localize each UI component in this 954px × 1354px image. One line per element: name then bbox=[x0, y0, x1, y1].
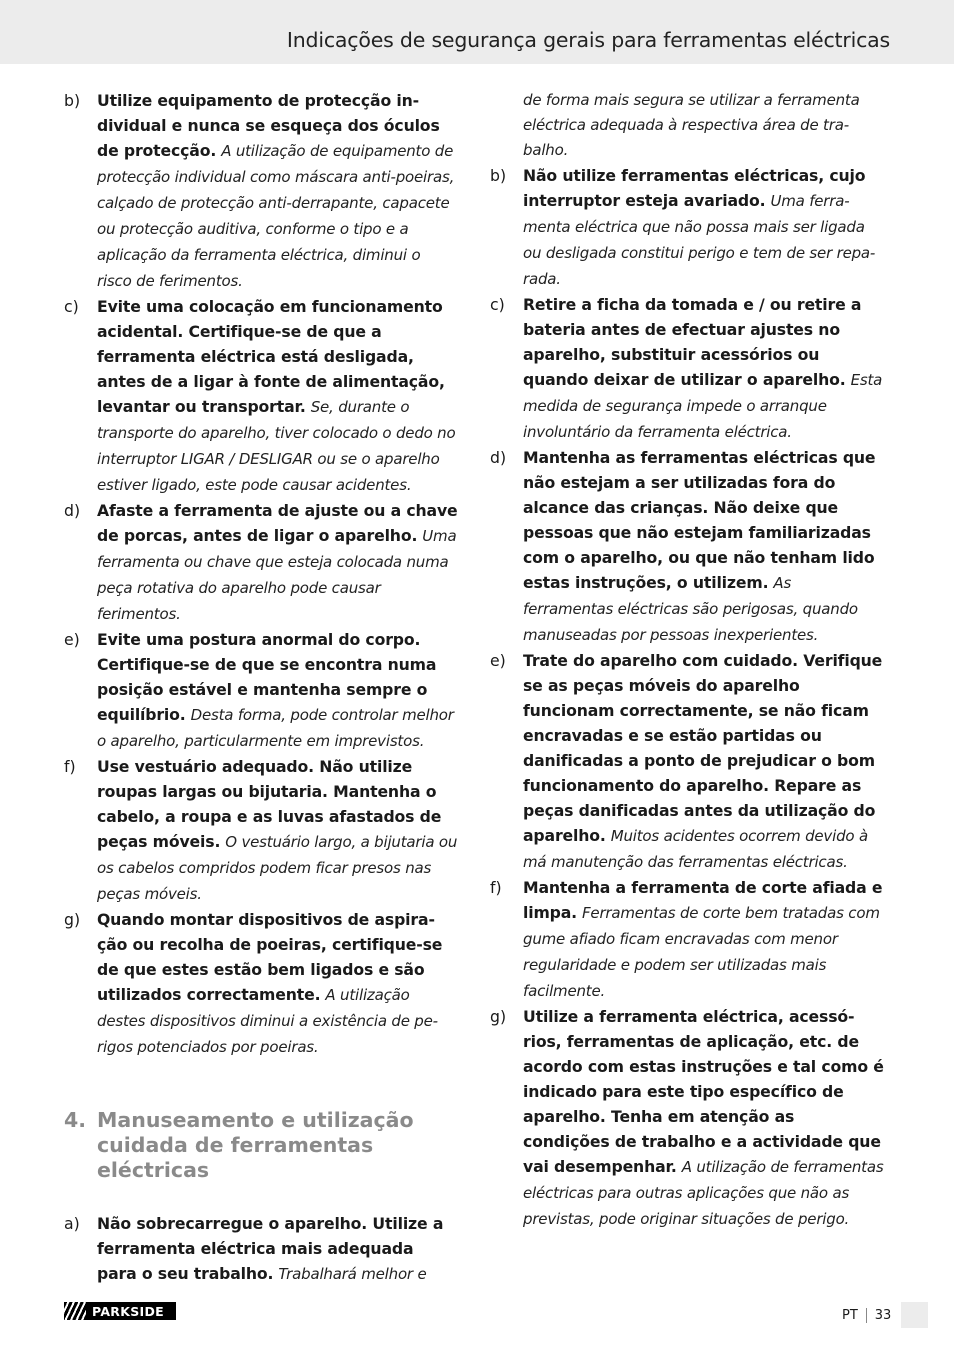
item-text: Uma ferramenta eléctrica que não possa mais ser ligada ou desligada constitui perigo e tem de ser reparada. bbox=[523, 192, 876, 288]
list-item-d bbox=[490, 445, 884, 648]
list-item-g bbox=[64, 907, 458, 1060]
item-text: A utilização de ferramentas eléctricas para outras aplicações que não as previstas, pode originar situações de perigo. bbox=[523, 1158, 884, 1228]
item-label: g) bbox=[490, 1007, 507, 1026]
item-label: d) bbox=[490, 448, 507, 467]
item-label: b) bbox=[490, 166, 507, 185]
item-bold-text: Afaste a ferramenta de ajuste ou a chave de porcas, antes de ligar o aparelho. bbox=[97, 501, 458, 545]
list-item-b bbox=[490, 163, 884, 292]
language-code: PT bbox=[842, 1308, 867, 1323]
section-title: Manuseamento e utilização cuidada de ferramentas eléctricas bbox=[97, 1108, 414, 1182]
item-text: A utilização de equipamento de protecção individual como máscara anti-poeiras, calçado de protecção anti-derrapante, capacete ou protecção auditiva, conforme o tipo e a aplicação da ferramenta eléctrica, diminui o risco de ferimentos. bbox=[97, 142, 455, 290]
item-bold-text: Use vestuário adequado. Não utilize roupas largas ou bijutaria. Mantenha o cabelo, a roupa e as luvas afastados de peças móveis. bbox=[97, 757, 442, 851]
list-item-e bbox=[64, 627, 458, 754]
item-label: e) bbox=[64, 630, 80, 649]
item-text: Uma ferramenta ou chave que esteja colocada numa peça rotativa do aparelho pode causar ferimentos. bbox=[97, 527, 457, 623]
item-text: A utilização destes dispositivos diminui a existência de perigos potenciados por poeiras. bbox=[97, 986, 439, 1056]
item-label: g) bbox=[64, 910, 81, 929]
item-label: c) bbox=[490, 295, 505, 314]
item-bold-text: Não sobrecarregue o aparelho. Utilize a ferramenta eléctrica mais adequada para o seu trabalho. bbox=[97, 1214, 444, 1283]
item-bold-text: Não utilize ferramentas eléctricas, cujo interruptor esteja avariado. bbox=[523, 166, 866, 210]
left-column bbox=[64, 88, 458, 1287]
list-item-d bbox=[64, 498, 458, 627]
list-item-a bbox=[64, 1211, 458, 1287]
item-label: d) bbox=[64, 501, 81, 520]
list-item-e bbox=[490, 648, 884, 875]
item-bold-text: Trate do aparelho com cuidado. Verifique se as peças móveis do aparelho funcionam correctamente, se não ficam encravadas e se estão partidas ou danificadas a ponto de prejudicar o bom funcionamento do aparelho. Repare as peças danificadas antes da utilização do aparelho. bbox=[523, 651, 883, 845]
list-item-f bbox=[490, 875, 884, 1004]
item-label: a) bbox=[64, 1214, 80, 1233]
item-label: e) bbox=[490, 651, 506, 670]
item-bold-text: Retire a ficha da tomada e / ou retire a bateria antes de efectuar ajustes no aparelho, substituir acessórios ou quando deixar de utilizar o aparelho. bbox=[523, 295, 862, 389]
parkside-logo bbox=[64, 1302, 176, 1320]
item-bold-text: Utilize a ferramenta eléctrica, acessórios, ferramentas de aplicação, etc. de acordo com estas instruções e tal como é indicado para este tipo específico de aparelho. Tenha em atenção as condições de trabalho e a actividade que vai desempenhar. bbox=[523, 1007, 884, 1176]
section-number: 4. bbox=[64, 1108, 87, 1132]
page-header bbox=[0, 0, 954, 64]
item-bold-text: Evite uma postura anormal do corpo. Certifique-se de que se encontra numa posição estável e mantenha sempre o equilíbrio. bbox=[97, 630, 437, 724]
item-text: O vestuário largo, a bijutaria ou os cabelos compridos podem ficar presos nas peças móveis. bbox=[97, 833, 458, 903]
item-bold-text: Evite uma colocação em funcionamento acidental. Certifique-se de que a ferramenta eléctrica está desligada, antes de a ligar à fonte de alimentação, levantar ou transportar. bbox=[97, 297, 445, 416]
item-text: Se, durante o transporte do aparelho, tiver colocado o dedo no interruptor LIGAR / DESLIGAR ou se o aparelho estiver ligado, este pode causar acidentes. bbox=[97, 398, 456, 494]
item-label: c) bbox=[64, 297, 79, 316]
item-bold-text: Mantenha a ferramenta de corte afiada e limpa. bbox=[523, 878, 883, 922]
item-text: Muitos acidentes ocorrem devido à má manutenção das ferramentas eléctricas. bbox=[523, 827, 868, 871]
right-column bbox=[490, 88, 884, 1232]
item-text: As ferramentas eléctricas são perigosas, quando manuseadas por pessoas inexperientes. bbox=[523, 574, 858, 644]
page-footer bbox=[842, 1302, 891, 1328]
list-item-c bbox=[490, 292, 884, 445]
item-label: f) bbox=[64, 757, 76, 776]
item-bold-text: Mantenha as ferramentas eléctricas que não estejam a ser utilizadas fora do alcance das crianças. Não deixe que pessoas que não estejam familiarizadas com o aparelho, ou que não tenham lido estas instruções, o utilizem. bbox=[523, 448, 876, 592]
item-text: Trabalhará melhor e bbox=[278, 1265, 427, 1283]
brand-name: PARKSIDE bbox=[92, 1303, 164, 1319]
item-label: f) bbox=[490, 878, 502, 897]
footer-tab bbox=[901, 1302, 928, 1328]
list-item-b bbox=[64, 88, 458, 294]
item-label: b) bbox=[64, 91, 81, 110]
list-item-c bbox=[64, 294, 458, 498]
page-title: Indicações de segurança gerais para ferramentas eléctricas bbox=[286, 28, 890, 52]
item-text: Ferramentas de corte bem tratadas com gume afiado ficam encravadas com menor regularidade e podem ser utilizadas mais facilmente. bbox=[523, 904, 880, 1000]
page-number: 33 bbox=[874, 1307, 892, 1323]
item-continuation: de forma mais segura se utilizar a ferramenta eléctrica adequada à respectiva área de trabalho. bbox=[523, 91, 860, 159]
logo-stripes-icon bbox=[64, 1302, 86, 1320]
item-bold-text: Utilize equipamento de protecção individual e nunca se esqueça dos óculos de protecção. bbox=[97, 91, 440, 160]
list-item-f bbox=[64, 754, 458, 907]
item-bold-text: Quando montar dispositivos de aspiração ou recolha de poeiras, certifique-se de que estes estão bem ligados e são utilizados correctamente. bbox=[97, 910, 443, 1004]
section-heading bbox=[64, 1108, 458, 1183]
list-item-g bbox=[490, 1004, 884, 1232]
item-text: Desta forma, pode controlar melhor o aparelho, particularmente em imprevistos. bbox=[97, 706, 454, 750]
item-text: Esta medida de segurança impede o arranque involuntário da ferramenta eléctrica. bbox=[523, 371, 883, 441]
